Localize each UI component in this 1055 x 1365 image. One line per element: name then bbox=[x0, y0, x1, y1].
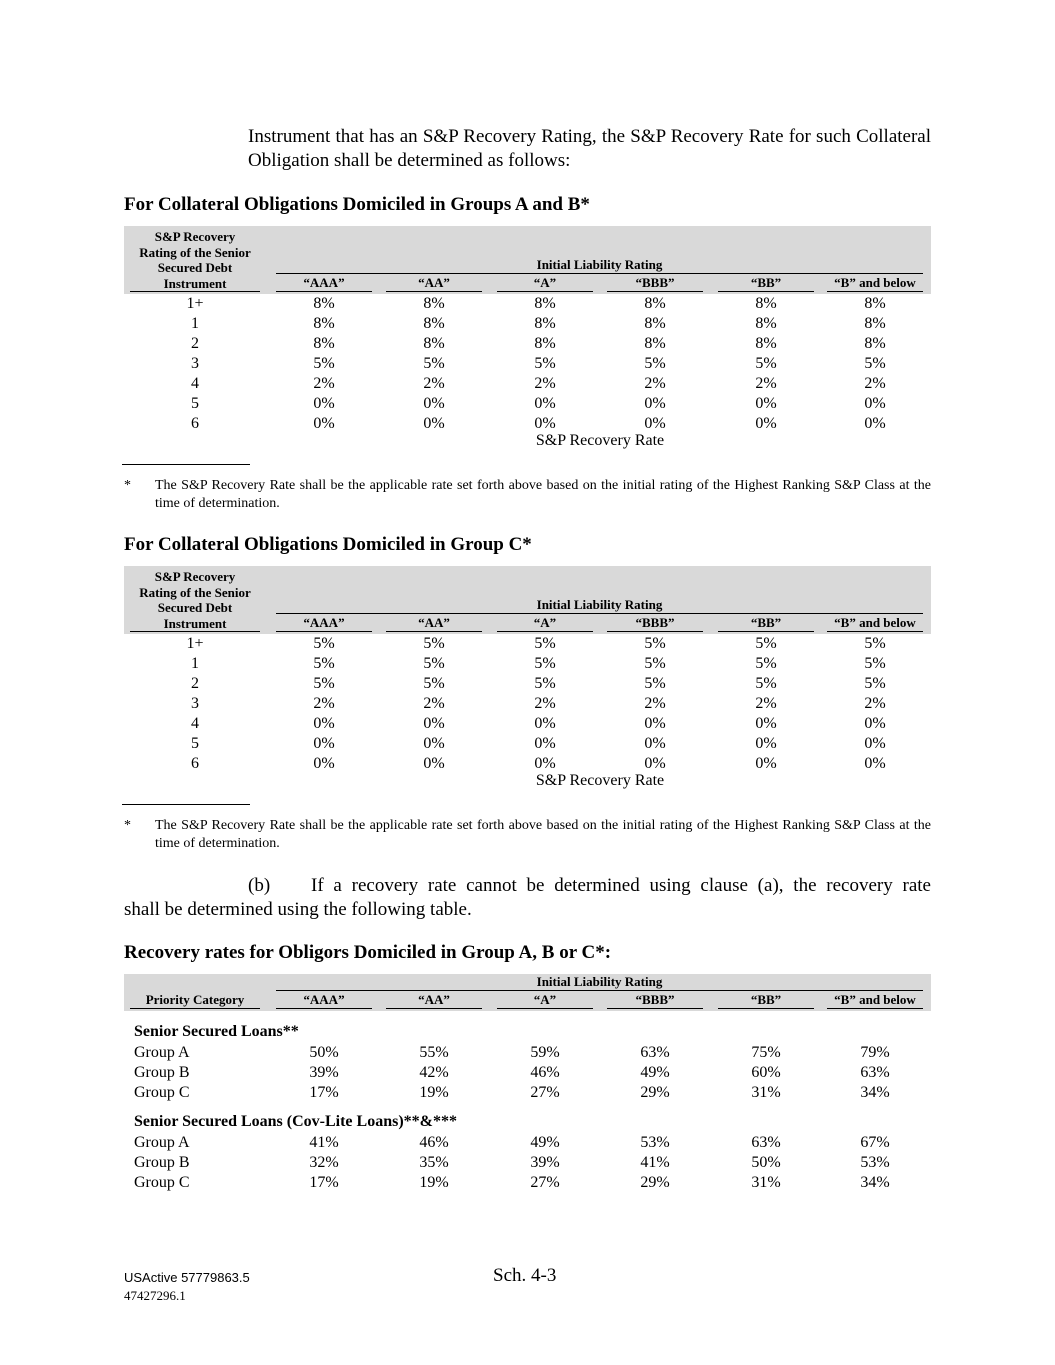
table-row bbox=[124, 674, 931, 694]
table2-row-header bbox=[130, 569, 260, 632]
rate-cell: 63% bbox=[860, 1064, 890, 1081]
table2-caption: S&P Recovery Rate bbox=[535, 772, 665, 789]
table-row bbox=[124, 754, 931, 774]
rate-cell: 39% bbox=[530, 1154, 560, 1171]
row-header-line: Secured Debt bbox=[157, 600, 233, 615]
rate-cell: 0% bbox=[644, 415, 666, 432]
rate-cell: 2% bbox=[313, 695, 335, 712]
rate-cell: 0% bbox=[534, 415, 556, 432]
rate-cell: 5% bbox=[534, 675, 556, 692]
rate-cell: 49% bbox=[530, 1134, 560, 1151]
rate-cell: 29% bbox=[640, 1174, 670, 1191]
table-row bbox=[124, 1153, 931, 1173]
rate-cell: 0% bbox=[755, 715, 777, 732]
column-header-aaa: “AAA” bbox=[276, 275, 372, 292]
rate-cell: 5% bbox=[423, 675, 445, 692]
table1-group-header: Initial Liability Rating bbox=[276, 257, 923, 274]
rate-cell: 0% bbox=[534, 715, 556, 732]
rate-cell: 0% bbox=[864, 395, 886, 412]
footnote-marker: * bbox=[124, 818, 131, 833]
rate-cell: 0% bbox=[313, 755, 335, 772]
column-header-aa: “AA” bbox=[386, 615, 482, 632]
row-label: 5 bbox=[191, 735, 199, 752]
rate-cell: 0% bbox=[864, 415, 886, 432]
rate-cell: 5% bbox=[534, 355, 556, 372]
rate-cell: 2% bbox=[755, 695, 777, 712]
rate-cell: 50% bbox=[309, 1044, 339, 1061]
footnote-marker: * bbox=[124, 478, 131, 493]
table-row bbox=[124, 1133, 931, 1153]
rate-cell: 0% bbox=[755, 415, 777, 432]
row-header-line: Instrument bbox=[163, 615, 227, 631]
rate-cell: 8% bbox=[755, 335, 777, 352]
rate-cell: 5% bbox=[755, 635, 777, 652]
rate-cell: 19% bbox=[419, 1174, 449, 1191]
rate-cell: 8% bbox=[755, 295, 777, 312]
rate-cell: 50% bbox=[751, 1154, 781, 1171]
row-label: 5 bbox=[191, 395, 199, 412]
rate-cell: 8% bbox=[644, 295, 666, 312]
rate-cell: 0% bbox=[313, 395, 335, 412]
rate-cell: 0% bbox=[423, 415, 445, 432]
column-header-aaa: “AAA” bbox=[276, 615, 372, 632]
rate-cell: 46% bbox=[530, 1064, 560, 1081]
column-header-a: “A” bbox=[497, 992, 593, 1009]
column-header-a: “A” bbox=[497, 615, 593, 632]
rate-cell: 5% bbox=[864, 355, 886, 372]
rate-cell: 8% bbox=[864, 335, 886, 352]
footnote-text: The S&P Recovery Rate shall be the applicable rate set forth above based on the initial rating of the Highest Ranking S&P Class at the time of determination. bbox=[155, 818, 931, 851]
rate-cell: 41% bbox=[640, 1154, 670, 1171]
table-row bbox=[124, 1083, 931, 1103]
table-row bbox=[124, 414, 931, 434]
rate-cell: 0% bbox=[423, 735, 445, 752]
rate-cell: 5% bbox=[644, 675, 666, 692]
table-row bbox=[124, 714, 931, 734]
rate-cell: 2% bbox=[864, 695, 886, 712]
table1-title: For Collateral Obligations Domiciled in Groups A and B* bbox=[124, 194, 590, 215]
rate-cell: 0% bbox=[313, 715, 335, 732]
table3-row-header: Priority Category bbox=[130, 992, 260, 1009]
rate-cell: 5% bbox=[644, 655, 666, 672]
table-row bbox=[124, 1063, 931, 1083]
rate-cell: 75% bbox=[751, 1044, 781, 1061]
column-header-b-and-below: “B” and below bbox=[827, 275, 923, 292]
rate-cell: 5% bbox=[534, 655, 556, 672]
rate-cell: 8% bbox=[423, 315, 445, 332]
rate-cell: 32% bbox=[309, 1154, 339, 1171]
rate-cell: 41% bbox=[309, 1134, 339, 1151]
row-label: Group B bbox=[134, 1154, 190, 1171]
rate-cell: 5% bbox=[313, 675, 335, 692]
row-label: 6 bbox=[191, 415, 199, 432]
column-header-a: “A” bbox=[497, 275, 593, 292]
rate-cell: 2% bbox=[864, 375, 886, 392]
column-header-bb: “BB” bbox=[718, 992, 814, 1009]
rate-cell: 53% bbox=[640, 1134, 670, 1151]
rate-cell: 31% bbox=[751, 1084, 781, 1101]
rate-cell: 8% bbox=[313, 315, 335, 332]
rate-cell: 5% bbox=[864, 655, 886, 672]
table-row bbox=[124, 1043, 931, 1063]
rate-cell: 59% bbox=[530, 1044, 560, 1061]
table-row bbox=[124, 314, 931, 334]
footnote-text: The S&P Recovery Rate shall be the applicable rate set forth above based on the initial rating of the Highest Ranking S&P Class at the time of determination. bbox=[155, 478, 931, 511]
table-row bbox=[124, 334, 931, 354]
rate-cell: 0% bbox=[755, 395, 777, 412]
rate-cell: 5% bbox=[755, 355, 777, 372]
row-label: 3 bbox=[191, 355, 199, 372]
rate-cell: 34% bbox=[860, 1084, 890, 1101]
table-row bbox=[124, 694, 931, 714]
row-label: Group A bbox=[134, 1044, 190, 1061]
column-header-aaa: “AAA” bbox=[276, 992, 372, 1009]
rate-cell: 0% bbox=[644, 715, 666, 732]
rate-cell: 5% bbox=[534, 635, 556, 652]
rate-cell: 0% bbox=[534, 755, 556, 772]
rate-cell: 8% bbox=[644, 315, 666, 332]
rate-cell: 2% bbox=[755, 375, 777, 392]
rate-cell: 46% bbox=[419, 1134, 449, 1151]
intro-paragraph: Instrument that has an S&P Recovery Rating, the S&P Recovery Rate for such Collateral Obligation shall be determined as follows: bbox=[248, 126, 931, 171]
row-label: 6 bbox=[191, 755, 199, 772]
rate-cell: 5% bbox=[755, 655, 777, 672]
table1-caption: S&P Recovery Rate bbox=[535, 432, 665, 449]
column-header-aa: “AA” bbox=[386, 992, 482, 1009]
row-label: 1+ bbox=[186, 635, 204, 652]
column-header-bbb: “BBB” bbox=[607, 275, 703, 292]
table3-title: Recovery rates for Obligors Domiciled in Group A, B or C*: bbox=[124, 942, 612, 963]
rate-cell: 8% bbox=[864, 295, 886, 312]
rate-cell: 5% bbox=[423, 355, 445, 372]
rate-cell: 5% bbox=[423, 635, 445, 652]
footer-doc-id: USActive 57779863.5 bbox=[124, 1270, 250, 1285]
page-number: Sch. 4-3 bbox=[493, 1265, 557, 1286]
row-label: 4 bbox=[191, 715, 199, 732]
row-header-line: Rating of the Senior bbox=[139, 584, 251, 600]
table1-header bbox=[124, 226, 931, 294]
rate-cell: 0% bbox=[755, 735, 777, 752]
table-row bbox=[124, 394, 931, 414]
rate-cell: 79% bbox=[860, 1044, 890, 1061]
row-header-line: Secured Debt bbox=[157, 260, 233, 275]
table1 bbox=[124, 226, 931, 449]
rate-cell: 42% bbox=[419, 1064, 449, 1081]
table2-title: For Collateral Obligations Domiciled in Group C* bbox=[124, 534, 532, 555]
table-row bbox=[124, 634, 931, 654]
table3-group-header: Initial Liability Rating bbox=[276, 974, 923, 991]
row-label: Group A bbox=[134, 1134, 190, 1151]
rate-cell: 0% bbox=[423, 395, 445, 412]
rate-cell: 5% bbox=[313, 355, 335, 372]
rate-cell: 31% bbox=[751, 1174, 781, 1191]
rate-cell: 8% bbox=[534, 335, 556, 352]
table-row bbox=[124, 654, 931, 674]
rate-cell: 0% bbox=[423, 755, 445, 772]
rate-cell: 2% bbox=[423, 375, 445, 392]
column-header-bbb: “BBB” bbox=[607, 615, 703, 632]
clause-b-text-first: If a recovery rate cannot be determined using clause (a), the recovery rate bbox=[311, 875, 931, 896]
rate-cell: 0% bbox=[864, 755, 886, 772]
rate-cell: 0% bbox=[313, 735, 335, 752]
rate-cell: 2% bbox=[644, 375, 666, 392]
rate-cell: 8% bbox=[644, 335, 666, 352]
row-header-line: Rating of the Senior bbox=[139, 244, 251, 260]
rate-cell: 2% bbox=[644, 695, 666, 712]
row-label: Group C bbox=[134, 1084, 190, 1101]
row-label: Group C bbox=[134, 1174, 190, 1191]
rate-cell: 8% bbox=[313, 335, 335, 352]
rate-cell: 2% bbox=[423, 695, 445, 712]
row-label: 2 bbox=[191, 335, 199, 352]
rate-cell: 0% bbox=[313, 415, 335, 432]
rate-cell: 0% bbox=[534, 395, 556, 412]
rate-cell: 5% bbox=[644, 355, 666, 372]
column-header-bb: “BB” bbox=[718, 615, 814, 632]
rate-cell: 0% bbox=[864, 715, 886, 732]
table-row bbox=[124, 354, 931, 374]
rate-cell: 0% bbox=[864, 735, 886, 752]
table3-header bbox=[124, 974, 931, 1011]
rate-cell: 49% bbox=[640, 1064, 670, 1081]
row-header-line: Instrument bbox=[163, 275, 227, 291]
rate-cell: 29% bbox=[640, 1084, 670, 1101]
rate-cell: 8% bbox=[313, 295, 335, 312]
rate-cell: 60% bbox=[751, 1064, 781, 1081]
rate-cell: 0% bbox=[644, 395, 666, 412]
table-row bbox=[124, 374, 931, 394]
rate-cell: 5% bbox=[423, 655, 445, 672]
priority-category: Senior Secured Loans (Cov-Lite Loans)**&*** bbox=[134, 1113, 457, 1130]
table-row bbox=[124, 734, 931, 754]
rate-cell: 8% bbox=[534, 315, 556, 332]
rate-cell: 2% bbox=[534, 375, 556, 392]
row-label: 2 bbox=[191, 675, 199, 692]
row-label: 1 bbox=[191, 315, 199, 332]
row-label: 1+ bbox=[186, 295, 204, 312]
rate-cell: 55% bbox=[419, 1044, 449, 1061]
table2-group-header: Initial Liability Rating bbox=[276, 597, 923, 614]
column-header-b-and-below: “B” and below bbox=[827, 992, 923, 1009]
rate-cell: 8% bbox=[423, 335, 445, 352]
table3 bbox=[124, 974, 931, 1191]
footer-doc-id-2: 47427296.1 bbox=[124, 1288, 186, 1303]
table-row bbox=[124, 1173, 931, 1193]
column-header-b-and-below: “B” and below bbox=[827, 615, 923, 632]
rate-cell: 0% bbox=[534, 735, 556, 752]
rate-cell: 39% bbox=[309, 1064, 339, 1081]
row-label: 3 bbox=[191, 695, 199, 712]
rate-cell: 19% bbox=[419, 1084, 449, 1101]
rate-cell: 8% bbox=[864, 315, 886, 332]
rate-cell: 17% bbox=[309, 1084, 339, 1101]
rate-cell: 34% bbox=[860, 1174, 890, 1191]
table2-header bbox=[124, 566, 931, 634]
rate-cell: 53% bbox=[860, 1154, 890, 1171]
footnote-rule bbox=[122, 464, 250, 465]
rate-cell: 5% bbox=[313, 635, 335, 652]
row-header-line: S&P Recovery bbox=[154, 569, 236, 584]
rate-cell: 27% bbox=[530, 1084, 560, 1101]
column-header-bbb: “BBB” bbox=[607, 992, 703, 1009]
rate-cell: 8% bbox=[755, 315, 777, 332]
rate-cell: 5% bbox=[864, 635, 886, 652]
clause-b-label: (b) bbox=[248, 875, 271, 896]
footnote-rule bbox=[122, 804, 250, 805]
table-row bbox=[124, 294, 931, 314]
row-header-line: S&P Recovery bbox=[154, 229, 236, 244]
rate-cell: 17% bbox=[309, 1174, 339, 1191]
rate-cell: 0% bbox=[755, 755, 777, 772]
table2 bbox=[124, 566, 931, 789]
rate-cell: 67% bbox=[860, 1134, 890, 1151]
table1-row-header bbox=[130, 229, 260, 292]
rate-cell: 5% bbox=[755, 675, 777, 692]
row-label: 4 bbox=[191, 375, 199, 392]
rate-cell: 35% bbox=[419, 1154, 449, 1171]
row-label: Group B bbox=[134, 1064, 190, 1081]
rate-cell: 0% bbox=[644, 755, 666, 772]
rate-cell: 5% bbox=[864, 675, 886, 692]
rate-cell: 8% bbox=[423, 295, 445, 312]
row-label: 1 bbox=[191, 655, 199, 672]
rate-cell: 8% bbox=[534, 295, 556, 312]
rate-cell: 2% bbox=[313, 375, 335, 392]
column-header-bb: “BB” bbox=[718, 275, 814, 292]
rate-cell: 5% bbox=[313, 655, 335, 672]
priority-category: Senior Secured Loans** bbox=[134, 1023, 299, 1040]
column-header-aa: “AA” bbox=[386, 275, 482, 292]
rate-cell: 2% bbox=[534, 695, 556, 712]
rate-cell: 0% bbox=[644, 735, 666, 752]
rate-cell: 27% bbox=[530, 1174, 560, 1191]
rate-cell: 63% bbox=[751, 1134, 781, 1151]
rate-cell: 5% bbox=[644, 635, 666, 652]
rate-cell: 0% bbox=[423, 715, 445, 732]
clause-b-text-second: shall be determined using the following table. bbox=[124, 899, 472, 920]
rate-cell: 63% bbox=[640, 1044, 670, 1061]
